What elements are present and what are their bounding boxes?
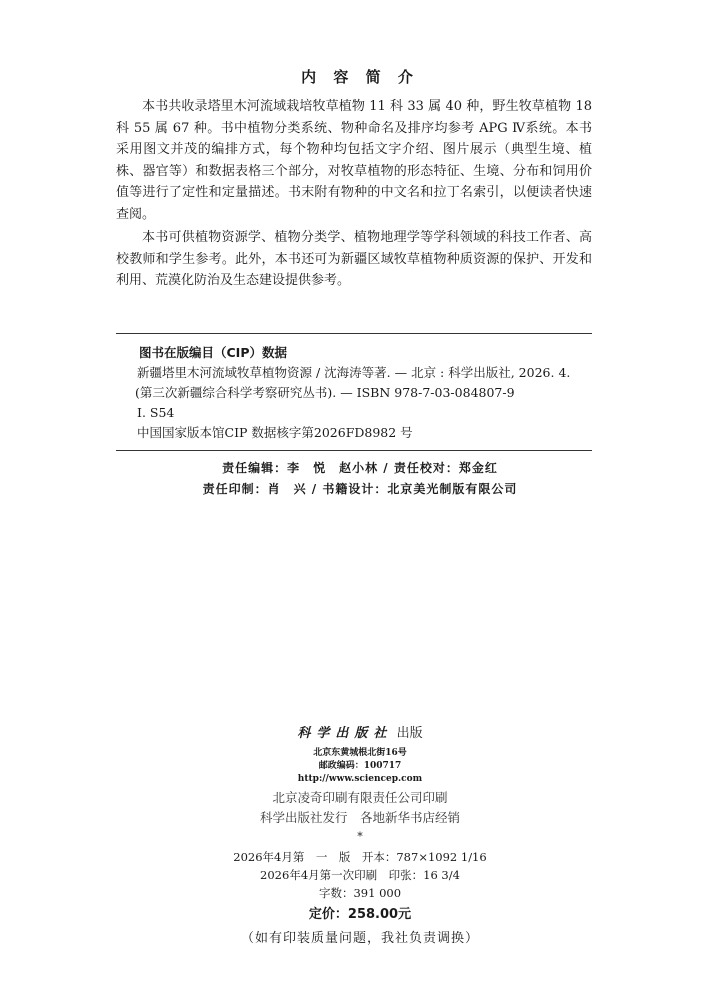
publisher-postcode: 邮政编码：100717 xyxy=(318,761,402,771)
cip-line-3: Ⅰ. S54 xyxy=(137,405,175,420)
publisher-brand: 科学出版社 xyxy=(297,726,393,741)
publisher-contact xyxy=(0,747,720,786)
page-title: 内 容 简 介 xyxy=(301,68,419,86)
wordcount-info: 字数：391 000 xyxy=(318,886,402,900)
cip-top-divider xyxy=(116,333,592,334)
printing-info: 2026年4月第一次印刷 印张：16 3/4 xyxy=(260,868,460,882)
publisher-suffix: 出版 xyxy=(396,726,423,741)
cip-title: 图书在版编目（CIP）数据 xyxy=(139,345,287,360)
cip-line-2: (第三次新疆综合科学考察研究丛书). — ISBN 978-7-03-084807-9 xyxy=(135,385,515,400)
cip-line-4: 中国国家版本馆CIP 数据核字第2026FD8982 号 xyxy=(137,425,413,440)
publisher-url: http://www.sciencep.com xyxy=(297,774,423,784)
cip-bottom-divider xyxy=(116,450,592,451)
distribution-info: 科学出版社发行 各地新华书店经销 xyxy=(259,810,460,825)
cip-line-1: 新疆塔里木河流域牧草植物资源 / 沈海涛等著. — 北京 : 科学出版社, 2026. 4. xyxy=(137,365,571,380)
summary-paragraph-1: 本书共收录塔里木河流域栽培牧草植物 11 科 33 属 40 种，野生牧草植物 18 科 55 属 67 种。书中植物分类系统、物种命名及排序均参考 APG Ⅳ系统。本书采用图文并茂的编排方式，每个物种均包括文字介绍、图片展示（典型生境、植株、器官等）和数据表格三个部分，对牧草植物的形态特征、生境、分布和饲用价值等进行了定性和定量描述。书末附有物种的中文名和拉丁名索引，以便读者快速查阅。 xyxy=(116,99,592,222)
publisher-line xyxy=(0,722,720,741)
quality-notice: （如有印装质量问题，我社负责调换） xyxy=(240,931,479,946)
credits-line-2: 责任印制：肖 兴 / 书籍设计：北京美光制版有限公司 xyxy=(202,482,518,496)
price: 定价：258.00元 xyxy=(308,907,412,922)
summary-section xyxy=(116,96,592,294)
edition-info: 2026年4月第 一 版 开本：787×1092 1/16 xyxy=(233,850,487,864)
credits-block xyxy=(0,458,720,500)
credits-line-1: 责任编辑：李 悦 赵小林 / 责任校对：郑金红 xyxy=(222,461,498,475)
printer-block xyxy=(0,788,720,828)
separator-asterisk: * xyxy=(357,830,363,843)
specs-block xyxy=(0,848,720,902)
printer-name: 北京凌奇印刷有限责任公司印刷 xyxy=(272,790,448,805)
publisher-address: 北京东黄城根北街16号 xyxy=(313,748,407,758)
cip-block xyxy=(137,343,593,443)
summary-paragraph-2: 本书可供植物资源学、植物分类学、植物地理学等学科领域的科技工作者、高校教师和学生参考。此外，本书还可为新疆区域牧草植物种质资源的保护、开发和利用、荒漠化防治及生态建设提供参考。 xyxy=(116,230,592,288)
